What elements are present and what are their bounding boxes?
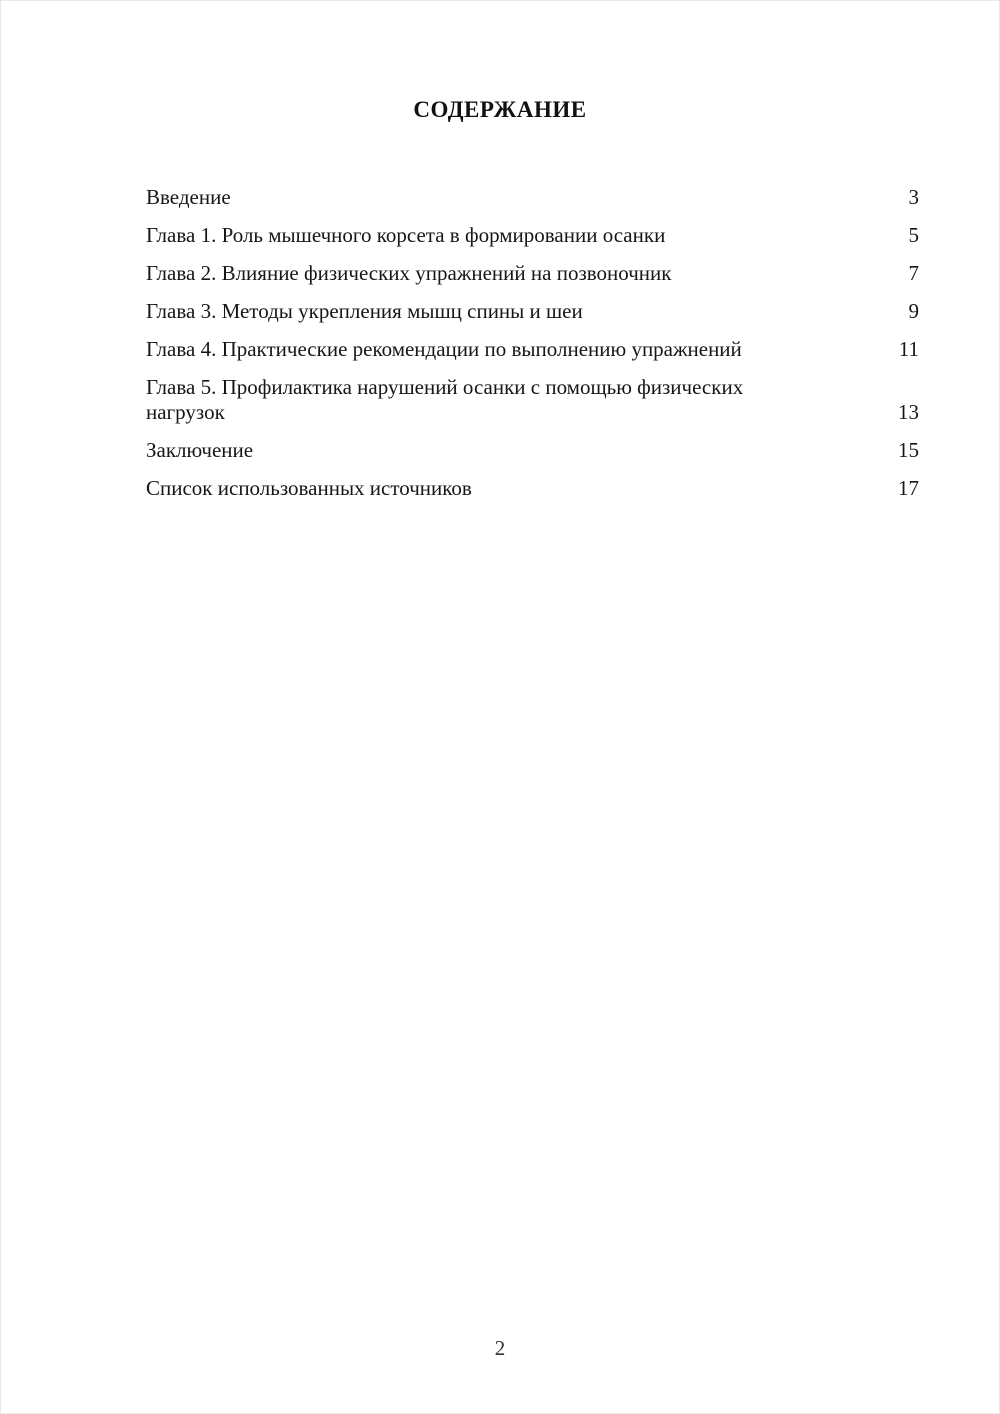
toc-entry-label: Заключение xyxy=(146,438,254,462)
toc-entry-label: Глава 5. Профилактика нарушений осанки с помощью физических нагрузок xyxy=(146,375,744,424)
toc-entry-label: Глава 1. Роль мышечного корсета в формировании осанки xyxy=(146,223,666,247)
toc-entry-label: Введение xyxy=(146,185,231,209)
toc-title: СОДЕРЖАНИЕ xyxy=(413,97,587,122)
toc-entry xyxy=(146,223,919,248)
toc-entry xyxy=(146,375,919,425)
toc-entry-page: 11 xyxy=(898,337,919,361)
toc-entry xyxy=(146,185,919,210)
toc-entry xyxy=(146,337,919,362)
toc-entry xyxy=(146,299,919,324)
toc-entry-page: 15 xyxy=(898,438,919,462)
toc-entry-page: 3 xyxy=(908,185,919,209)
toc-entry xyxy=(146,438,919,463)
toc-entry-page: 9 xyxy=(908,299,919,323)
toc-entry xyxy=(146,476,919,501)
toc-list xyxy=(146,185,919,501)
toc-entry-label: Глава 3. Методы укрепления мышц спины и шеи xyxy=(146,299,583,323)
toc-entry-page: 13 xyxy=(898,400,919,424)
toc-entry-label: Глава 4. Практические рекомендации по выполнению упражнений xyxy=(146,337,742,361)
toc-entry xyxy=(146,261,919,286)
toc-entry-label: Список использованных источников xyxy=(146,476,472,500)
toc-entry-label: Глава 2. Влияние физических упражнений на позвоночник xyxy=(146,261,672,285)
toc-entry-page: 7 xyxy=(908,261,919,285)
toc-entry-page: 17 xyxy=(898,476,919,500)
page-number: 2 xyxy=(494,1336,506,1360)
toc-entry-page: 5 xyxy=(908,223,919,247)
